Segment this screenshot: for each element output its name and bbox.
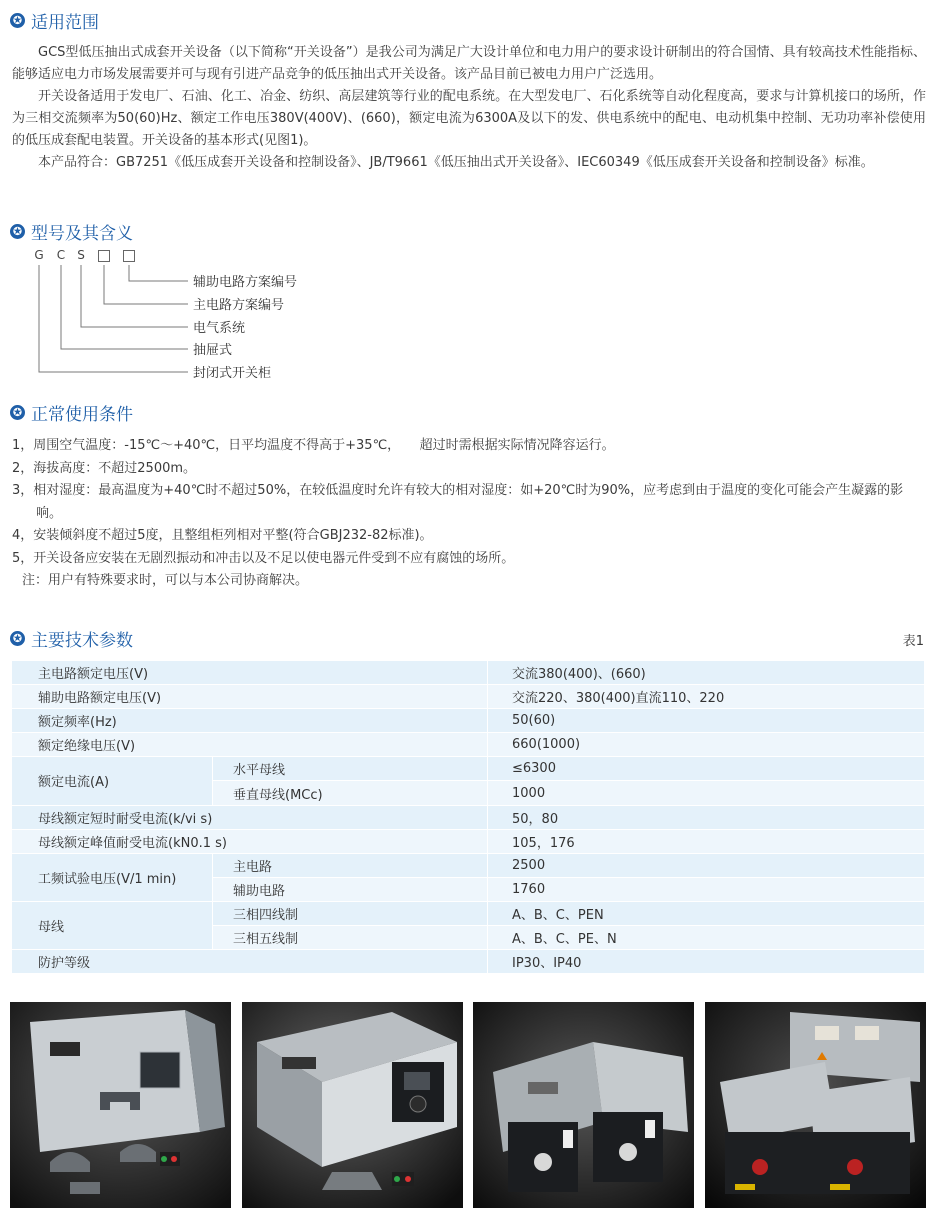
code-placeholder-box [123,250,135,262]
param-value: 50(60) [488,709,925,733]
param-name: 母线 [12,901,213,949]
section-heading-params [10,626,133,650]
param-subname: 辅助电路 [213,877,488,901]
param-name: 额定频率(Hz) [12,709,488,733]
param-value: 1000 [488,781,925,805]
star-icon: ✪ [10,405,25,420]
list-item: 2，海拔高度：不超过2500m。 [12,460,197,476]
param-subname: 垂直母线(MCc) [213,781,488,805]
param-subname: 三相四线制 [213,901,488,925]
list-item: 1，周围空气温度：-15℃～+40℃，日平均温度不得高于+35℃， 超过时需根据实际情况降容运行。 [12,438,615,453]
section-heading-model [10,219,133,243]
param-value: 660(1000) [488,733,925,757]
paragraph-application: 开关设备适用于发电厂、石油、化工、冶金、纺织、高层建筑等行业的配电系统。在大型发电厂、石化系统等自动化程度高，要求与计算机接口的场所，作为三相交流频率为50(60)Hz、额定工作电压380V(400V)、(660)，额定电流为6300A及以下的发、供电系统中的配电、电动机集中控制、无功功率补偿使用的低压成套配电装置。开关设备的基本形式(见图1)。 [12,89,926,148]
param-value: 交流380(400)、(660) [488,661,925,685]
connector-line-aux [129,265,188,281]
model-label-main-circuit: 主电路方案编号 [193,298,285,313]
param-name: 母线额定峰值耐受电流(kN0.1 s) [12,829,488,853]
param-value: 1760 [488,877,925,901]
product-photo-1 [10,1002,231,1208]
model-label-aux-circuit: 辅助电路方案编号 [193,275,298,290]
section-heading-scope [10,8,99,32]
star-icon: ✪ [10,631,25,646]
param-name: 防护等级 [12,950,488,974]
section-title: 正常使用条件 [31,404,133,425]
connector-line-drawer [61,265,188,349]
param-value: 交流220、380(400)直流110、220 [488,685,925,709]
conditions-note: 注：用户有特殊要求时，可以与本公司协商解决。 [22,573,309,588]
section-title: 型号及其含义 [31,223,133,244]
product-photo-strip [10,1002,926,1208]
param-name: 额定绝缘电压(V) [12,733,488,757]
table-row [12,685,924,709]
paragraph-standards: 本产品符合：GB7251《低压成套开关设备和控制设备》、JB/T9661《低压抽出式开关设备》、IEC60349《低压成套开关设备和控制设备》标准。 [38,155,874,170]
connector-line-system [81,265,188,327]
table-row [12,805,924,829]
model-connector-lines [30,248,350,388]
param-value: IP30、IP40 [488,950,925,974]
param-value: 50，80 [488,805,925,829]
param-subname: 水平母线 [213,757,488,781]
product-photo-2 [242,1002,463,1208]
parameters-table [12,661,924,974]
list-item: 3，相对湿度：最高温度为+40℃时不超过50%，在较低温度时允许有较大的相对湿度：如+20℃时为90%，应考虑到由于温度的变化可能会产生凝露的影响。 [12,483,904,521]
param-name: 工频试验电压(V/1 min) [12,853,213,901]
code-placeholder-box [98,250,110,262]
table-row [12,950,924,974]
section-title: 主要技术参数 [31,630,133,651]
connector-line-main [104,265,188,304]
model-label-enclosed-cabinet: 封闭式开关柜 [193,366,272,381]
param-value: ≤6300 [488,757,925,781]
table-row [12,853,924,877]
param-value: A、B、C、PE、N [488,926,925,950]
table-row [12,901,924,925]
code-letter-s: S [77,248,85,262]
table-row [12,709,924,733]
section-heading-conditions [10,400,133,424]
conditions-list [12,435,926,593]
star-icon: ✪ [10,13,25,28]
param-value: 2500 [488,853,925,877]
model-label-electrical-system: 电气系统 [193,321,246,336]
table-number: 表1 [902,634,924,649]
param-name: 主电路额定电压(V) [12,661,488,685]
product-photo-3 [473,1002,694,1208]
list-item: 5，开关设备应安装在无剧烈振动和冲击以及不足以使电器元件受到不应有腐蚀的场所。 [12,550,515,566]
table-row [12,757,924,781]
code-letter-c: C [56,248,66,262]
star-icon: ✪ [10,224,25,239]
table-row [12,661,924,685]
param-value: A、B、C、PEN [488,901,925,925]
section-title: 适用范围 [31,12,99,33]
param-subname: 主电路 [213,853,488,877]
paragraph-intro: GCS型低压抽出式成套开关设备（以下简称“开关设备”）是我公司为满足广大设计单位和电力用户的要求设计研制出的符合国情、具有较高技术性能指标、能够适应电力市场发展需要并可与现有引进产品竞争的低压抽出式开关设备。该产品目前已被电力用户广泛选用。 [12,45,926,82]
code-letter-g: G [34,248,44,262]
param-name: 额定电流(A) [12,757,213,805]
table-row [12,829,924,853]
param-value: 105，176 [488,829,925,853]
param-name: 母线额定短时耐受电流(k/vi s) [12,805,488,829]
model-code-diagram [30,248,350,388]
param-subname: 三相五线制 [213,926,488,950]
table-row [12,733,924,757]
list-item: 4，安装倾斜度不超过5度，且整组柜列相对平整(符合GBJ232-82标准)。 [12,528,433,543]
product-photo-4 [705,1002,926,1208]
model-label-drawer-type: 抽屉式 [193,343,233,358]
param-name: 辅助电路额定电压(V) [12,685,488,709]
